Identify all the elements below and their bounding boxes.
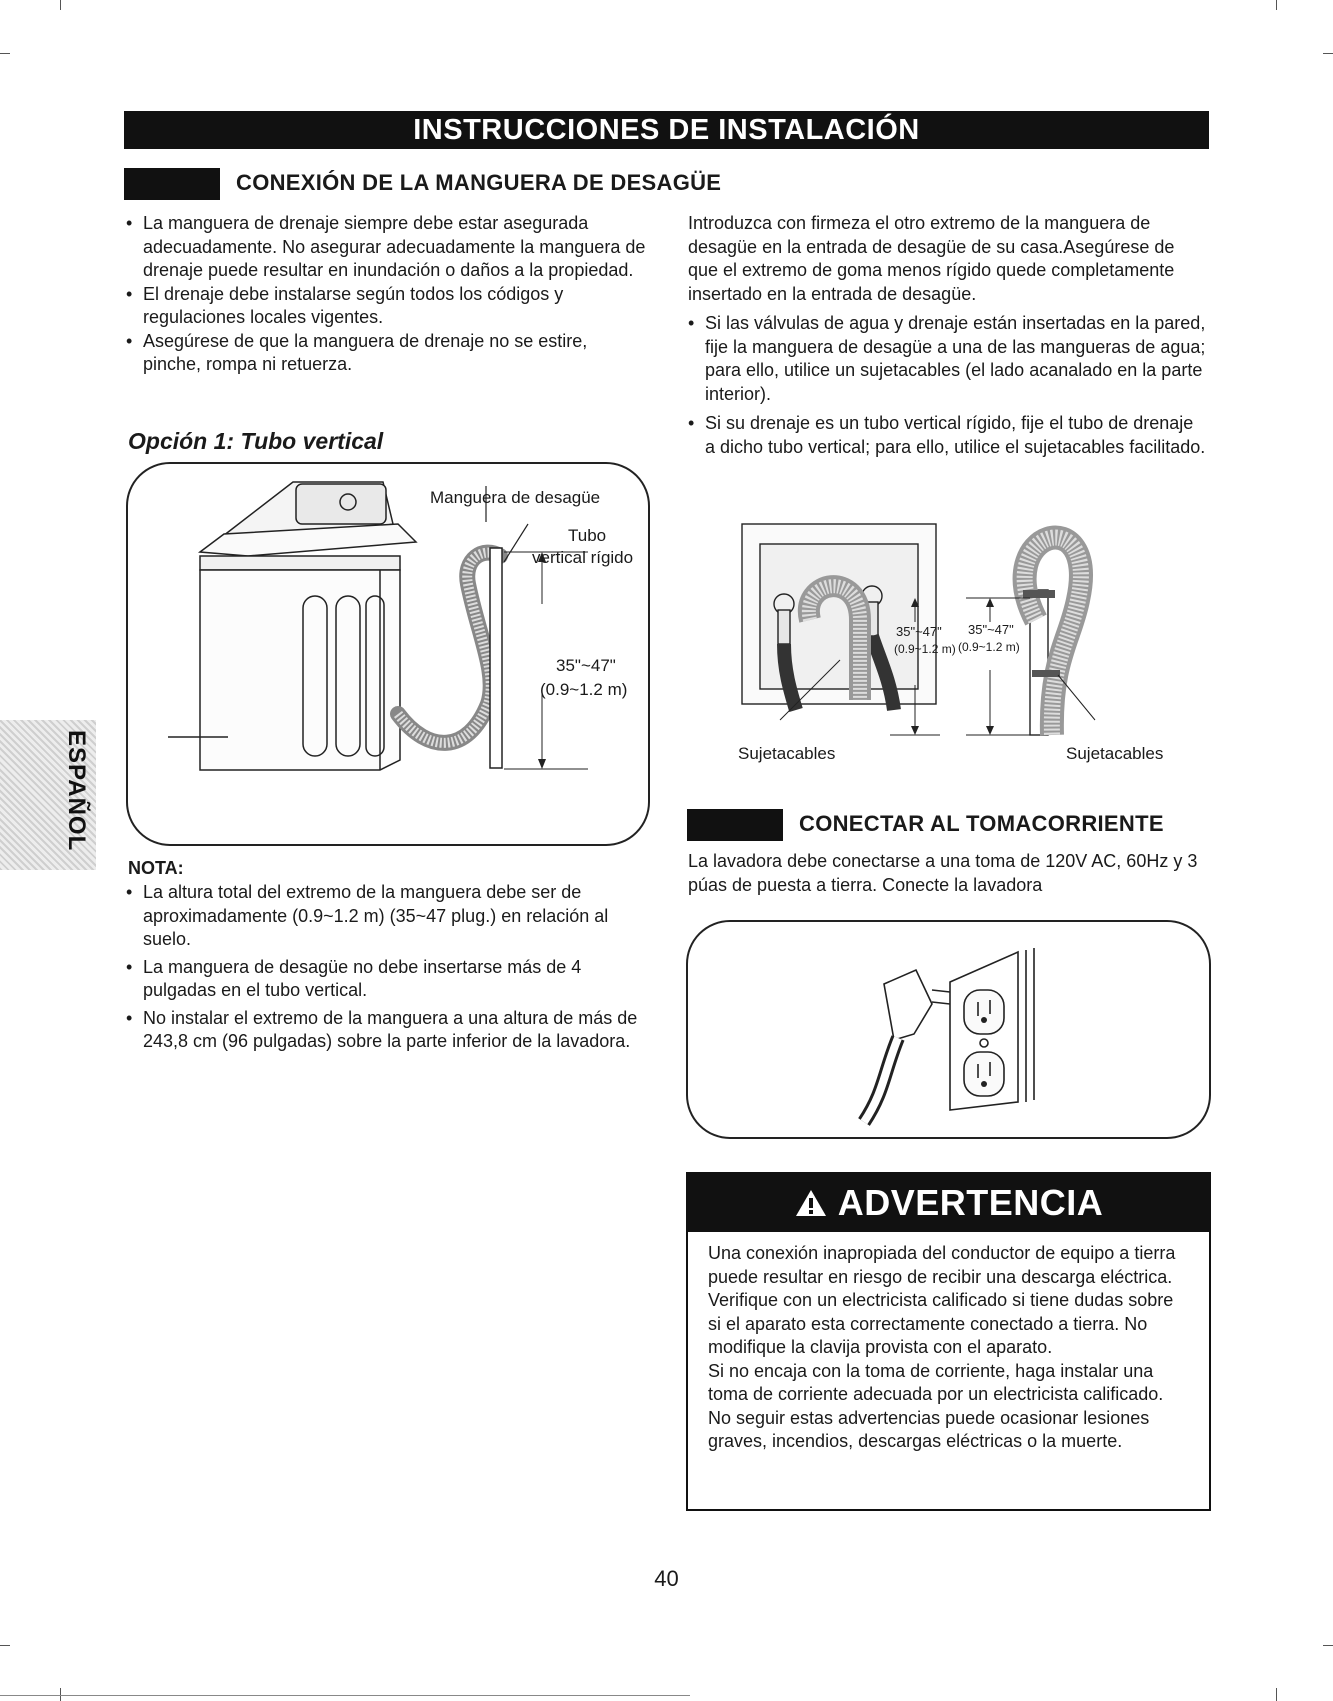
page-number: 40 (654, 1566, 679, 1591)
figure-standpipe (126, 462, 650, 846)
figure-clamp-options (740, 510, 1180, 740)
crop-mark (1276, 0, 1277, 10)
language-tab-label: ESPAÑOL (63, 730, 90, 852)
label-cable-tie-right: Sujetacables (1066, 744, 1164, 763)
bullet-item: • Si su drenaje es un tubo vertical rígido, fije el tubo de drenaje a dicho tubo vertical; para ello, utilice el sujetacables facilitado. (688, 412, 1208, 459)
note-item: • No instalar el extremo de la manguera a una altura de más de 243,8 cm (96 pulgadas) sobre la parte inferior de la lavadora. (126, 1007, 646, 1054)
bullet-item: • La manguera de drenaje siempre debe estar asegurada adecuadamente. No asegurar adecuadamente la manguera de drenaje puede resultar en inundación o daños a la propiedad. (126, 212, 646, 283)
option1-heading: Opción 1: Tubo vertical (128, 428, 384, 454)
crop-mark (1323, 1645, 1333, 1646)
label-height-meters: (0.9~1.2 m) (540, 680, 628, 699)
bullet-item: • Asegúrese de que la manguera de drenaje no se estire, pinche, rompa ni retuerza. (126, 330, 646, 377)
outlet-text: La lavadora debe conectarse a una toma de 120V AC, 60Hz y 3 púas de puesta a tierra. Conecte la lavadora (688, 851, 1198, 895)
section-heading-drain (124, 168, 721, 200)
crop-mark (60, 0, 61, 10)
bullet-item: • El drenaje debe instalarse según todos los códigos y regulaciones locales vigentes. (126, 283, 646, 330)
label-height-inches-b: 35"~47" (968, 622, 1014, 637)
warning-paragraph: Si no encaja con la toma de corriente, haga instalar una toma de corriente adecuada por un electricista calificado. No seguir estas advertencias puede ocasionar lesiones graves, incendios, descargas eléctricas o la muerte. (708, 1360, 1164, 1451)
label-drain-hose: Manguera de desagüe (430, 488, 601, 507)
label-standpipe-line2: vertical rígido (532, 548, 634, 567)
label-height-inches-a: 35"~47" (896, 624, 942, 639)
crop-mark (0, 1645, 10, 1646)
section-title: CONEXIÓN DE LA MANGUERA DE DESAGÜE (236, 169, 722, 195)
section-marker-bar (124, 168, 220, 200)
warning-text (688, 1232, 1209, 1454)
washer-standpipe-illustration (128, 464, 648, 844)
section-heading-outlet (687, 809, 1164, 841)
warning-header (688, 1174, 1209, 1232)
page-banner: INSTRUCCIONES DE INSTALACIÓN (124, 111, 1209, 149)
crop-mark (0, 53, 10, 54)
note-heading: NOTA: (128, 858, 184, 878)
bullet-item: • Si las válvulas de agua y drenaje están insertadas en la pared, fije la manguera de desagüe a una de las mangueras de agua; para ello, utilice un sujetacables (el lado acanalado en la parte interior). (688, 312, 1208, 406)
right-bullets (688, 312, 1208, 459)
label-height-meters-a: (0.9~1.2 m) (894, 642, 956, 656)
note-item: • La altura total del extremo de la manguera debe ser de aproximadamente (0.9~1.2 m) (35~47 plug.) en relación al suelo. (126, 881, 646, 952)
right-intro: Introduzca con firmeza el otro extremo de la manguera de desagüe en la entrada de desagüe de su casa.Asegúrese de que el extremo de goma menos rígido quede completamente insertado en la entrada de desagüe. (688, 213, 1175, 304)
label-height-inches: 35"~47" (556, 656, 616, 675)
drain-bullets (126, 212, 646, 377)
crop-mark (1276, 1688, 1277, 1701)
page-edge-line (0, 1695, 690, 1696)
warning-title: ADVERTENCIA (837, 1182, 1104, 1223)
label-cable-tie-left: Sujetacables (738, 744, 836, 763)
note-item: • La manguera de desagüe no debe insertarse más de 4 pulgadas en el tubo vertical. (126, 956, 646, 1003)
figure-outlet (686, 920, 1211, 1139)
plug-outlet-illustration (688, 922, 1209, 1137)
section-marker-bar (687, 809, 783, 841)
warning-triangle-icon (794, 1188, 828, 1218)
crop-mark (1323, 53, 1333, 54)
section-title: CONECTAR AL TOMACORRIENTE (799, 810, 1164, 836)
label-standpipe-line1: Tubo (568, 526, 607, 545)
note-bullets (126, 881, 646, 1054)
clamp-illustration (740, 510, 1180, 740)
warning-paragraph: Una conexión inapropiada del conductor de equipo a tierra puede resultar en riesgo de recibir una descarga eléctrica. Verifique con un electricista calificado si tiene dudas sobre si el aparato esta correctamente conectado a tierra. No modifique la clavija provista con el aparato. (708, 1243, 1176, 1357)
warning-box (686, 1172, 1211, 1511)
label-height-meters-b: (0.9~1.2 m) (958, 640, 1020, 654)
